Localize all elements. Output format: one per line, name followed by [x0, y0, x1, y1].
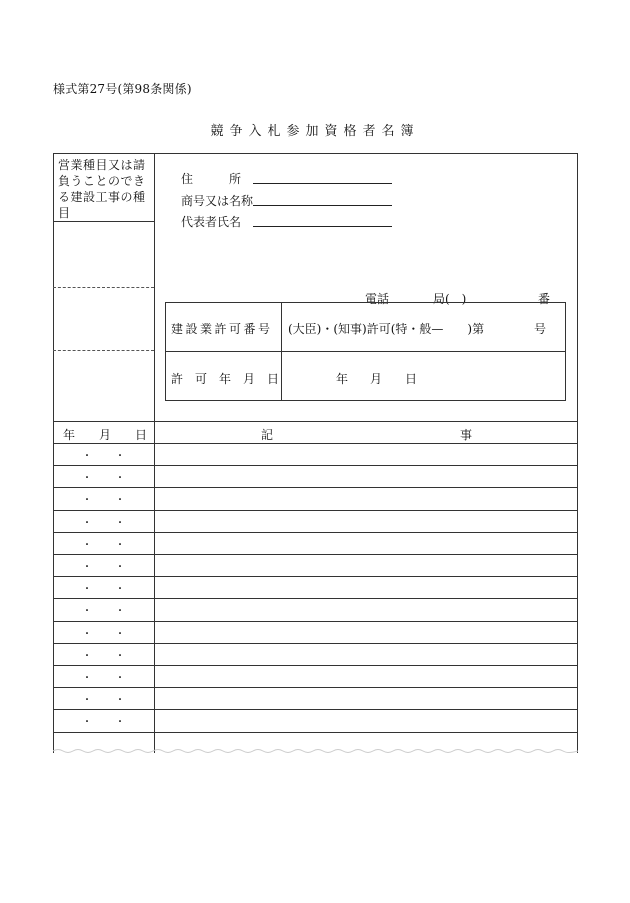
date-separator-dot: ・ [115, 606, 125, 617]
form-reference: 様式第27号(第98条関係) [53, 82, 192, 96]
date-separator-dot: ・ [115, 451, 125, 462]
divider [154, 153, 155, 421]
date-separator-dot: ・ [82, 651, 92, 662]
date-separator-dot: ・ [82, 451, 92, 462]
work-category-label: 営業種目又は請負うことのできる建設工事の種目 [58, 158, 146, 220]
log-row[interactable] [53, 465, 578, 487]
date-separator-dot: ・ [82, 473, 92, 484]
address-label: 住 所 [181, 172, 242, 186]
log-row[interactable] [53, 554, 578, 576]
log-row[interactable] [53, 443, 578, 465]
date-separator-dot: ・ [115, 629, 125, 640]
torn-edge [53, 748, 578, 758]
representative-label: 代表者氏名 [181, 215, 242, 229]
license-month: 月 [370, 372, 383, 386]
divider [165, 351, 566, 352]
log-entry-header-ki: 記 [261, 428, 274, 442]
company-name-field[interactable] [253, 205, 392, 206]
log-date-header: 年 月 日 [63, 428, 148, 442]
date-separator-dot: ・ [115, 518, 125, 529]
license-day: 日 [405, 372, 418, 386]
date-separator-dot: ・ [82, 606, 92, 617]
address-field[interactable] [253, 183, 392, 184]
divider [53, 421, 578, 422]
date-separator-dot: ・ [115, 562, 125, 573]
log-row-line [53, 732, 578, 733]
log-row[interactable] [53, 487, 578, 509]
log-row[interactable] [53, 532, 578, 554]
date-separator-dot: ・ [115, 584, 125, 595]
date-separator-dot: ・ [82, 495, 92, 506]
log-row[interactable] [53, 643, 578, 665]
date-separator-dot: ・ [115, 695, 125, 706]
document-title: 競争入札参加資格者名簿 [210, 124, 420, 139]
log-row[interactable] [53, 576, 578, 598]
date-separator-dot: ・ [82, 629, 92, 640]
date-separator-dot: ・ [115, 673, 125, 684]
date-separator-dot: ・ [115, 717, 125, 728]
date-separator-dot: ・ [82, 518, 92, 529]
date-separator-dot: ・ [82, 717, 92, 728]
log-row[interactable] [53, 665, 578, 687]
log-row[interactable] [53, 598, 578, 620]
license-number-value: (大臣)・(知事)許可(特・般— )第 [288, 322, 485, 336]
license-date-label: 許 可 年 月 日 [171, 372, 280, 386]
log-row[interactable] [53, 709, 578, 731]
date-separator-dot: ・ [82, 562, 92, 573]
date-separator-dot: ・ [82, 695, 92, 706]
date-separator-dot: ・ [82, 584, 92, 595]
date-separator-dot: ・ [115, 495, 125, 506]
dashed-divider [53, 350, 154, 351]
company-name-label: 商号又は名称 [181, 194, 254, 208]
log-row[interactable] [53, 687, 578, 709]
license-number-suffix: 号 [534, 322, 547, 336]
date-separator-dot: ・ [115, 651, 125, 662]
divider [53, 221, 154, 222]
phone-label: 電話 [365, 292, 390, 306]
date-separator-dot: ・ [82, 540, 92, 551]
license-year: 年 [336, 372, 349, 386]
log-row[interactable] [53, 621, 578, 643]
log-entry-header-ji: 事 [460, 428, 473, 442]
phone-number-suffix: 番 [538, 292, 551, 306]
license-number-label: 建設業許可番号 [171, 322, 273, 336]
phone-exchange: 局( ) [433, 292, 467, 306]
dashed-divider [53, 287, 154, 288]
date-separator-dot: ・ [82, 673, 92, 684]
date-separator-dot: ・ [115, 473, 125, 484]
date-separator-dot: ・ [115, 540, 125, 551]
log-row[interactable] [53, 510, 578, 532]
representative-field[interactable] [253, 226, 392, 227]
